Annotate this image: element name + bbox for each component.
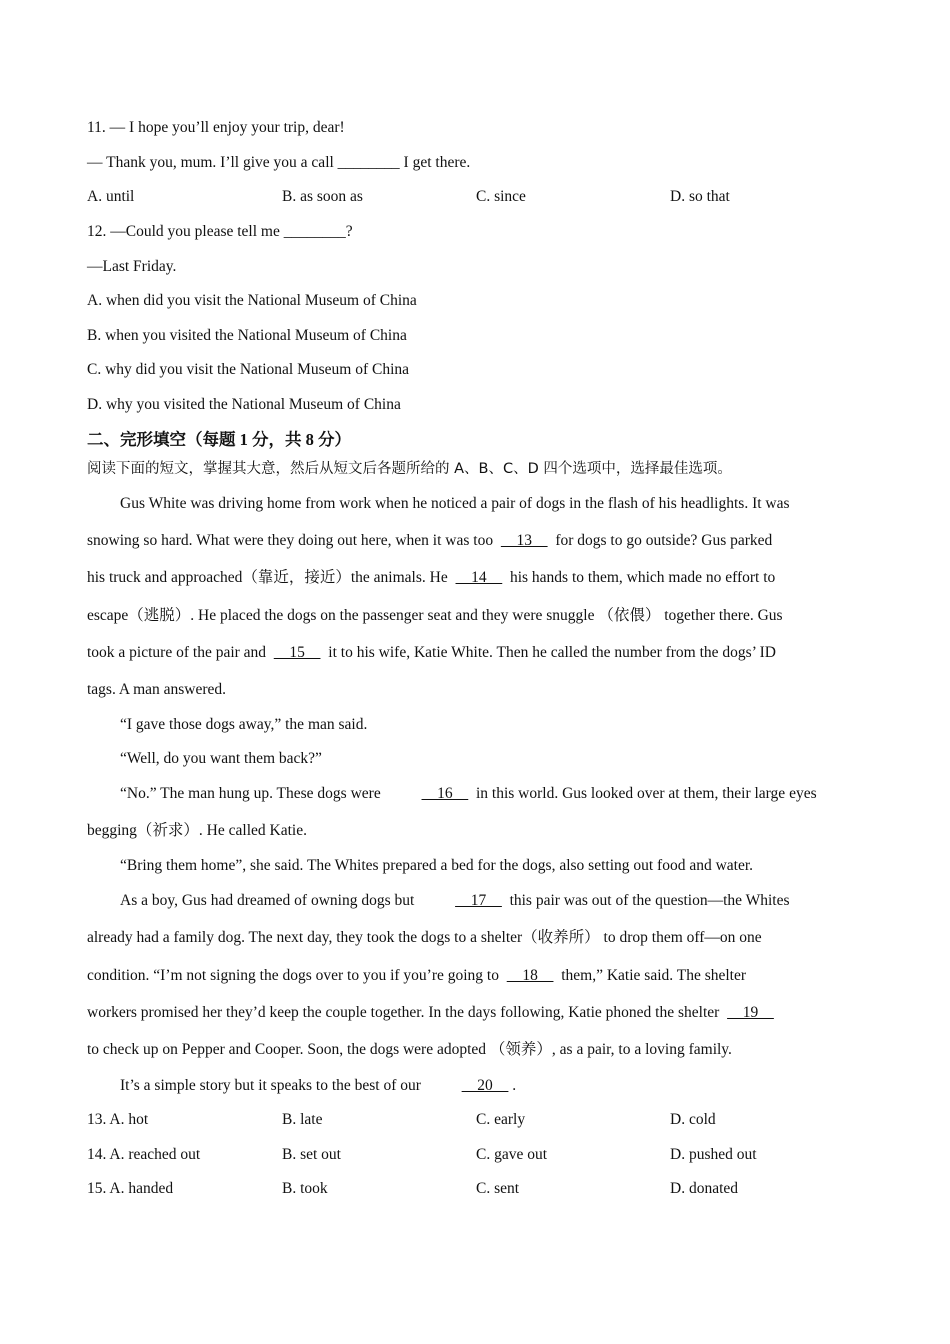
passage-p5: “Bring them home”, she said. The Whites prepared a bed for the dogs, also setting out food and water. bbox=[120, 857, 754, 874]
passage-p3: “Well, do you want them back?” bbox=[120, 750, 322, 767]
q12-option-a[interactable]: A. when did you visit the National Museum of China bbox=[87, 292, 417, 309]
passage-p1-line6: tags. A man answered. bbox=[87, 681, 227, 698]
text: his hands to them, which made no effort to bbox=[506, 569, 776, 586]
q12-option-b[interactable]: B. when you visited the National Museum of China bbox=[87, 327, 407, 344]
q11-option-b[interactable]: B. as soon as bbox=[282, 188, 363, 205]
text: condition. “I’m not signing the dogs over to you if you’re going to bbox=[87, 967, 503, 984]
blank-13[interactable]: __13__ bbox=[500, 532, 548, 549]
q13-option-c[interactable]: C. early bbox=[476, 1111, 526, 1128]
text: them,” Katie said. The shelter bbox=[557, 967, 747, 984]
q11-option-a[interactable]: A. until bbox=[87, 188, 135, 205]
text: It’s a simple story but it speaks to the best of our bbox=[120, 1077, 425, 1094]
blank-18[interactable]: __18__ bbox=[506, 967, 554, 984]
blank-14[interactable]: __14__ bbox=[455, 569, 503, 586]
passage-p1-line3 bbox=[87, 568, 864, 588]
q13-option-b[interactable]: B. late bbox=[282, 1111, 323, 1128]
text: it to his wife, Katie White. Then he called the number from the dogs’ ID bbox=[324, 644, 776, 661]
passage-p6-line3 bbox=[87, 966, 864, 986]
text: workers promised her they’d keep the couple together. In the days following, Katie phoned the shelter bbox=[87, 1004, 724, 1021]
text: this pair was out of the question—the Whites bbox=[505, 892, 790, 909]
passage-p1-line5 bbox=[87, 643, 864, 663]
blank-20[interactable]: __20__ bbox=[461, 1077, 509, 1094]
q12-stem: 12. —Could you please tell me ________? bbox=[87, 223, 353, 240]
text: for dogs to go outside? Gus parked bbox=[551, 532, 773, 549]
passage-p6-line5: to check up on Pepper and Cooper. Soon, the dogs were adopted （领养）, as a pair, to a loving family. bbox=[87, 1041, 732, 1058]
passage-p1-line2 bbox=[87, 531, 864, 551]
text: his truck and approached（靠近，接近）the animals. He bbox=[87, 569, 452, 586]
q15-option-a[interactable]: 15. A. handed bbox=[87, 1180, 174, 1197]
q11-reply: — Thank you, mum. I’ll give you a call ________ I get there. bbox=[87, 154, 471, 171]
passage-p6-line4 bbox=[87, 1003, 864, 1023]
q12-option-c[interactable]: C. why did you visit the National Museum of China bbox=[87, 361, 410, 378]
q15-option-b[interactable]: B. took bbox=[282, 1180, 328, 1197]
text: . bbox=[512, 1077, 517, 1094]
passage-p2: “I gave those dogs away,” the man said. bbox=[120, 716, 368, 733]
blank-15[interactable]: __15__ bbox=[273, 644, 321, 661]
q12-option-d[interactable]: D. why you visited the National Museum of China bbox=[87, 396, 401, 413]
text: As a boy, Gus had dreamed of owning dogs but bbox=[120, 892, 419, 909]
text: in this world. Gus looked over at them, their large eyes bbox=[472, 785, 817, 802]
text: took a picture of the pair and bbox=[87, 644, 270, 661]
passage-p6-line2: already had a family dog. The next day, they took the dogs to a shelter（收养所） to drop them off—on one bbox=[87, 929, 762, 946]
blank-19[interactable]: __19__ bbox=[727, 1004, 774, 1021]
blank-16[interactable]: __16__ bbox=[421, 785, 469, 802]
q13-option-a[interactable]: 13. A. hot bbox=[87, 1111, 149, 1128]
q14-option-b[interactable]: B. set out bbox=[282, 1146, 341, 1163]
section-title: 二、完形填空（每题 1 分，共 8 分） bbox=[87, 430, 351, 449]
q15-option-d[interactable]: D. donated bbox=[670, 1180, 739, 1197]
passage-p6-line1 bbox=[87, 891, 864, 911]
q12-reply: —Last Friday. bbox=[87, 258, 177, 275]
passage-p4-line1 bbox=[87, 784, 864, 804]
section-instruction: 阅读下面的短文，掌握其大意，然后从短文后各题所给的 A、B、C、D 四个选项中，选择最佳选项。 bbox=[87, 461, 732, 477]
q14-option-a[interactable]: 14. A. reached out bbox=[87, 1146, 201, 1163]
q11-option-c[interactable]: C. since bbox=[476, 188, 526, 205]
q11-stem: 11. — I hope you’ll enjoy your trip, dear! bbox=[87, 119, 345, 136]
passage-p1-line1: Gus White was driving home from work when he noticed a pair of dogs in the flash of his headlights. It was bbox=[120, 495, 790, 512]
blank-17[interactable]: __17__ bbox=[455, 892, 502, 909]
q14-option-c[interactable]: C. gave out bbox=[476, 1146, 548, 1163]
q13-option-d[interactable]: D. cold bbox=[670, 1111, 716, 1128]
text: “No.” The man hung up. These dogs were bbox=[120, 785, 385, 802]
q11-option-d[interactable]: D. so that bbox=[670, 188, 730, 205]
passage-p1-line4: escape（逃脱）. He placed the dogs on the passenger seat and they were snuggle （依偎） together there. Gus bbox=[87, 607, 783, 624]
q14-option-d[interactable]: D. pushed out bbox=[670, 1146, 757, 1163]
q15-option-c[interactable]: C. sent bbox=[476, 1180, 520, 1197]
text: snowing so hard. What were they doing out here, when it was too bbox=[87, 532, 497, 549]
passage-p7 bbox=[87, 1076, 864, 1096]
passage-p4-line2: begging（祈求）. He called Katie. bbox=[87, 822, 307, 839]
